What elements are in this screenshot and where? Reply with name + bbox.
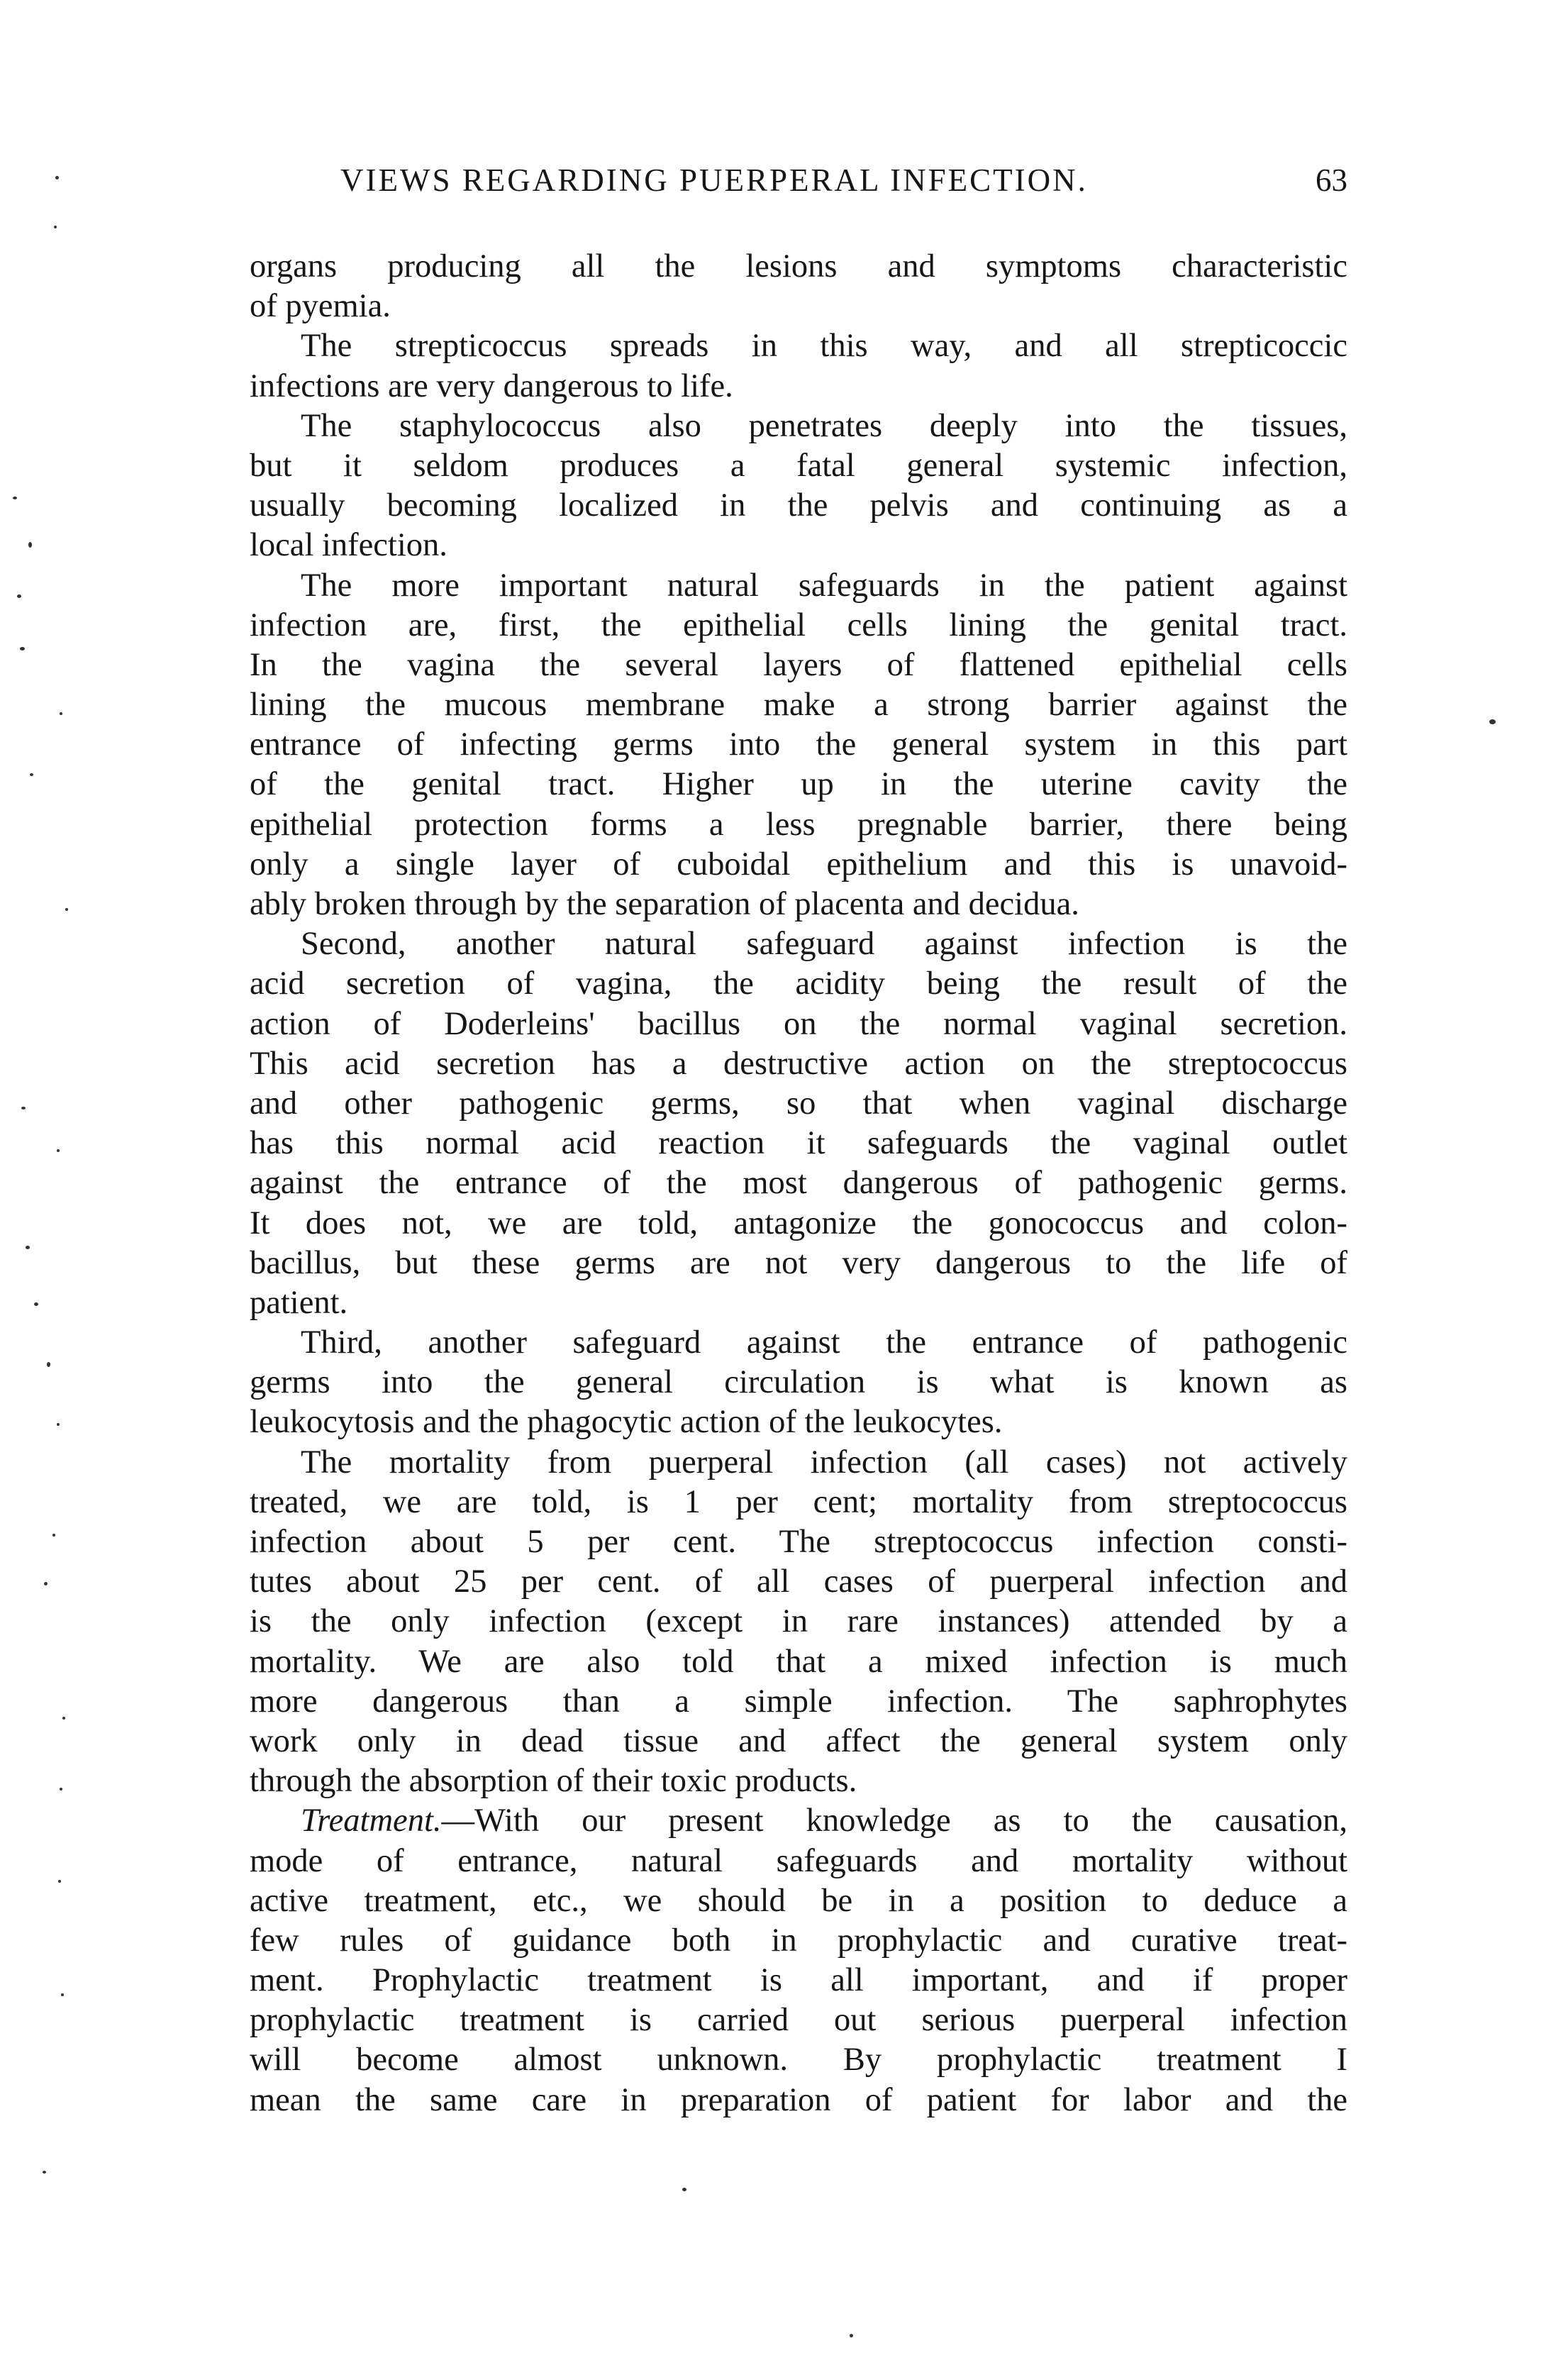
text-line bbox=[250, 725, 1347, 765]
text-line bbox=[250, 885, 1347, 924]
text-line bbox=[250, 1004, 1347, 1044]
text-line bbox=[250, 1323, 1347, 1363]
line-text: infection about 5 per cent. The streptococcus infection consti- bbox=[250, 1524, 1347, 1560]
line-text: few rules of guidance both in prophylactic and curative treat- bbox=[250, 1922, 1347, 1959]
scan-speck bbox=[28, 542, 32, 548]
text-line bbox=[250, 646, 1347, 685]
line-text: —With our present knowledge as to the causation, bbox=[441, 1803, 1347, 1839]
text-line bbox=[250, 1602, 1347, 1642]
scan-speck bbox=[57, 1149, 60, 1152]
text-line bbox=[250, 367, 1347, 406]
section-heading: Treatment. bbox=[301, 1803, 442, 1839]
line-text: entrance of infecting germs into the general system in this part bbox=[250, 726, 1347, 763]
text-line bbox=[250, 2000, 1347, 2040]
text-line bbox=[250, 924, 1347, 964]
scan-speck bbox=[62, 1717, 65, 1720]
scan-speck bbox=[1489, 719, 1496, 724]
scan-speck bbox=[682, 2188, 686, 2191]
line-text: The strepticoccus spreads in this way, and all strepticoccic bbox=[301, 328, 1347, 365]
line-text: germs into the general circulation is what is known as bbox=[250, 1364, 1347, 1401]
line-text: epithelial protection forms a less pregnable barrier, there being bbox=[250, 806, 1347, 843]
line-text: Third, another safeguard against the entrance of pathogenic bbox=[301, 1324, 1347, 1361]
text-line bbox=[250, 964, 1347, 1004]
line-text: Second, another natural safeguard against infection is the bbox=[301, 926, 1347, 963]
text-line bbox=[250, 1163, 1347, 1203]
line-text: only a single layer of cuboidal epithelium and this is unavoid- bbox=[250, 846, 1347, 882]
line-text: of the genital tract. Higher up in the uterine cavity the bbox=[250, 766, 1347, 803]
line-text: It does not, we are told, antagonize the gonococcus and colon- bbox=[250, 1205, 1347, 1241]
line-text: and other pathogenic germs, so that when vaginal discharge bbox=[250, 1085, 1347, 1122]
line-text: local infection. bbox=[250, 527, 447, 564]
scan-speck bbox=[57, 1423, 60, 1426]
line-text: but it seldom produces a fatal general systemic infection, bbox=[250, 447, 1347, 484]
line-text: prophylactic treatment is carried out serious puerperal infection bbox=[250, 2002, 1347, 2039]
text-line bbox=[250, 2081, 1347, 2120]
line-text: mortality. We are also told that a mixed infection is much bbox=[250, 1643, 1347, 1680]
line-text: treated, we are told, is 1 per cent; mortality from streptococcus bbox=[250, 1483, 1347, 1520]
body-text bbox=[250, 247, 1347, 2120]
text-line bbox=[250, 247, 1347, 287]
scan-speck bbox=[13, 497, 17, 499]
text-line bbox=[250, 1204, 1347, 1244]
line-text: The mortality from puerperal infection (all cases) not actively bbox=[301, 1444, 1347, 1480]
scan-speck bbox=[47, 1362, 50, 1367]
line-text: infection are, first, the epithelial cells lining the genital tract. bbox=[250, 607, 1347, 643]
page-header bbox=[340, 162, 1347, 211]
text-line bbox=[250, 1682, 1347, 1722]
text-line bbox=[250, 1443, 1347, 1483]
line-text: action of Doderleins' bacillus on the normal vaginal secretion. bbox=[250, 1005, 1347, 1042]
line-text: has this normal acid reaction it safeguards the vaginal outlet bbox=[250, 1125, 1347, 1162]
line-text: is the only infection (except in rare instances) attended by a bbox=[250, 1603, 1347, 1640]
scan-speck bbox=[60, 712, 62, 715]
scan-speck bbox=[52, 1534, 55, 1537]
text-line bbox=[250, 1842, 1347, 1881]
running-title: VIEWS REGARDING PUERPERAL INFECTION. bbox=[340, 162, 1088, 198]
line-text: The staphylococcus also penetrates deeply into the tissues, bbox=[301, 407, 1347, 444]
text-line bbox=[250, 1522, 1347, 1562]
text-line bbox=[250, 1642, 1347, 1682]
line-text: of pyemia. bbox=[250, 288, 391, 325]
text-line bbox=[250, 805, 1347, 845]
text-line bbox=[250, 1483, 1347, 1522]
text-line bbox=[250, 1402, 1347, 1442]
line-text: The more important natural safeguards in the patient against bbox=[301, 567, 1347, 604]
text-line bbox=[250, 1044, 1347, 1084]
margin-scan-marks bbox=[0, 0, 106, 2358]
line-text: active treatment, etc., we should be in a position to deduce a bbox=[250, 1882, 1347, 1919]
line-text: ably broken through by the separation of placenta and decidua. bbox=[250, 886, 1079, 922]
text-line bbox=[250, 446, 1347, 486]
text-line bbox=[250, 326, 1347, 366]
text-line bbox=[250, 1722, 1347, 1761]
text-line bbox=[250, 845, 1347, 885]
page-number: 63 bbox=[1316, 162, 1347, 198]
line-text: lining the mucous membrane make a strong barrier against the bbox=[250, 687, 1347, 724]
text-line bbox=[250, 1881, 1347, 1921]
scan-speck bbox=[54, 226, 57, 228]
line-text: ment. Prophylactic treatment is all important, and if proper bbox=[250, 1962, 1347, 1999]
scan-speck bbox=[17, 594, 21, 598]
line-text: leukocytosis and the phagocytic action of the leukocytes. bbox=[250, 1404, 1003, 1441]
text-line bbox=[250, 1562, 1347, 1602]
text-line bbox=[250, 1084, 1347, 1124]
line-text: work only in dead tissue and affect the general system only bbox=[250, 1722, 1347, 1759]
text-line bbox=[250, 1283, 1347, 1323]
scan-speck bbox=[26, 1246, 30, 1249]
line-text: infections are very dangerous to life. bbox=[250, 367, 733, 404]
text-line bbox=[250, 1801, 1347, 1841]
scan-speck bbox=[20, 647, 25, 651]
text-line bbox=[250, 526, 1347, 565]
line-text: bacillus, but these germs are not very dangerous to the life of bbox=[250, 1244, 1347, 1281]
scan-speck bbox=[58, 1880, 61, 1883]
line-text: acid secretion of vagina, the acidity being the result of the bbox=[250, 965, 1347, 1002]
text-line bbox=[250, 486, 1347, 526]
text-line bbox=[250, 606, 1347, 646]
line-text: organs producing all the lesions and symptoms characteristic bbox=[250, 248, 1347, 284]
scan-speck bbox=[65, 908, 68, 911]
scan-speck bbox=[30, 773, 33, 776]
text-line bbox=[250, 1244, 1347, 1283]
text-line bbox=[250, 1961, 1347, 2000]
scan-speck bbox=[55, 176, 59, 179]
text-line bbox=[250, 287, 1347, 326]
text-line bbox=[250, 1761, 1347, 1801]
line-text: patient. bbox=[250, 1284, 348, 1321]
text-line bbox=[250, 1124, 1347, 1163]
scan-speck bbox=[61, 1993, 64, 1996]
line-text: In the vagina the several layers of flattened epithelial cells bbox=[250, 646, 1347, 683]
line-text: tutes about 25 per cent. of all cases of puerperal infection and bbox=[250, 1563, 1347, 1600]
text-line bbox=[250, 765, 1347, 804]
scan-speck bbox=[44, 1582, 48, 1585]
text-line bbox=[250, 1921, 1347, 1961]
line-text: mean the same care in preparation of patient for labor and the bbox=[250, 2081, 1347, 2118]
text-line bbox=[250, 1363, 1347, 1402]
line-text: usually becoming localized in the pelvis and continuing as a bbox=[250, 487, 1347, 524]
scan-speck bbox=[43, 2171, 46, 2174]
line-text: will become almost unknown. By prophylactic treatment I bbox=[250, 2042, 1347, 2079]
line-text: This acid secretion has a destructive action on the streptococcus bbox=[250, 1045, 1347, 1082]
scan-speck bbox=[34, 1302, 38, 1306]
scan-speck bbox=[60, 1788, 62, 1790]
text-line bbox=[250, 406, 1347, 446]
line-text: through the absorption of their toxic products. bbox=[250, 1763, 857, 1800]
text-line bbox=[250, 566, 1347, 606]
text-line bbox=[250, 2040, 1347, 2080]
line-text: more dangerous than a simple infection. The saphrophytes bbox=[250, 1683, 1347, 1720]
text-line bbox=[250, 685, 1347, 725]
scan-speck bbox=[850, 2334, 853, 2337]
line-text: against the entrance of the most dangerous of pathogenic germs. bbox=[250, 1165, 1347, 1202]
scan-speck bbox=[21, 1107, 26, 1109]
line-text: mode of entrance, natural safeguards and mortality without bbox=[250, 1842, 1347, 1879]
